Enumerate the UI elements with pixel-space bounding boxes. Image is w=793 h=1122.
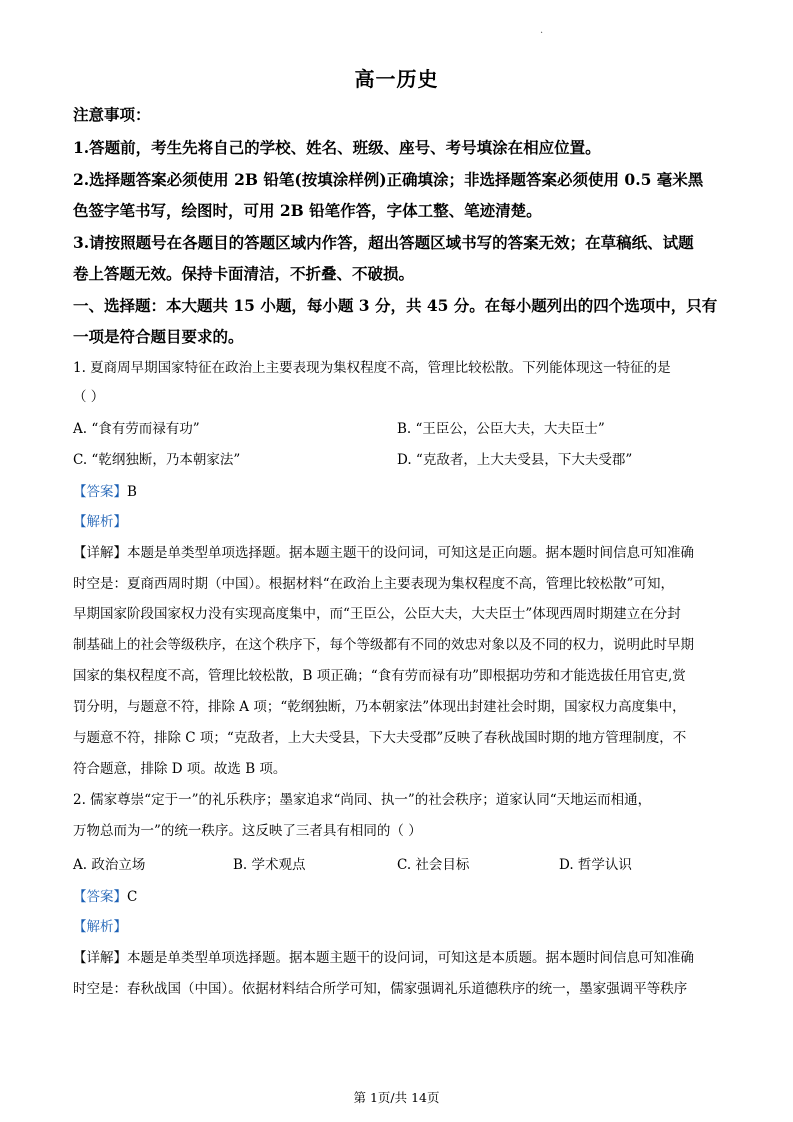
q2-detail-line-2: 时空是：春秋战国（中国）。依据材料结合所学可知，儒家强调礼乐道德秩序的统一，墨家强调平等秩序	[73, 981, 688, 997]
answer-tag: 【答案】	[73, 889, 127, 905]
answer-value: C	[127, 889, 138, 905]
detail-text: 本题是单类型单项选择题。据本题主题干的设问词，可知这是本质题。据本题时间信息可知准确	[127, 950, 694, 966]
page-number-footer: 第 1页/共 14页	[353, 1090, 440, 1105]
section-heading-line-1: 一、选择题：本大题共 15 小题，每小题 3 分，共 45 分。在每小题列出的四个选项中，只有	[73, 296, 718, 315]
notice-item-3-line-2: 卷上答题无效。保持卡面清洁，不折叠、不破损。	[73, 264, 415, 283]
q2-stem-line-1: 2. 儒家尊崇“定于一”的礼乐秩序；墨家追求“尚同、执一”的社会秩序；道家认同“天地运而相通，	[73, 792, 652, 808]
q1-stem-line-2: （ ）	[73, 389, 105, 405]
q1-stem-line-1: 1. 夏商周早期国家特征在政治上主要表现为集权程度不高，管理比较松散。下列能体现这一特征的是	[73, 360, 671, 376]
q1-detail-line-6: 罚分明，与题意不符，排除 A 项；“乾纲独断，乃本朝家法”体现出封建社会时期，国家权力高度集中，	[73, 699, 686, 715]
section-heading-line-2: 一项是符合题目要求的。	[73, 327, 244, 346]
q1-detail-line-1	[73, 543, 694, 563]
page-title: 高一历史	[354, 67, 439, 91]
q1-option-a: A. “食有劳而禄有功”	[73, 421, 200, 437]
detail-text: 本题是单类型单项选择题。据本题主题干的设问词，可知这是正向题。据本题时间信息可知准确	[127, 545, 694, 561]
q2-option-b: B. 学术观点	[233, 857, 306, 873]
notice-item-1: 1.答题前，考生先将自己的学校、姓名、班级、座号、考号填涂在相应位置。	[73, 138, 601, 157]
notice-item-2-line-1: 2.选择题答案必须使用 2B 铅笔(按填涂样例)正确填涂；非选择题答案必须使用 0.5 毫米黑	[73, 170, 704, 189]
q2-option-c: C. 社会目标	[397, 857, 470, 873]
q2-detail-line-1	[73, 948, 694, 968]
q1-option-c: C. “乾纲独断，乃本朝家法”	[73, 452, 241, 468]
analysis-tag: 【解析】	[73, 514, 127, 530]
q2-answer	[73, 887, 137, 907]
q1-option-d: D. “克敌者，上大夫受县，下大夫受郡”	[397, 452, 633, 468]
q2-option-d: D. 哲学认识	[559, 857, 632, 873]
q1-option-b: B. “王臣公，公臣大夫，大夫臣士”	[397, 421, 605, 437]
q1-detail-line-2: 时空是：夏商西周时期（中国）。根据材料“在政治上主要表现为集权程度不高，管理比较松散”可知，	[73, 576, 675, 592]
notice-heading: 注意事项：	[73, 105, 151, 124]
q1-analysis	[73, 512, 127, 532]
q1-detail-line-3: 早期国家阶段国家权力没有实现高度集中，而“王臣公，公臣大夫，大夫臣士”体现西周时期建立在分封	[73, 606, 681, 622]
q1-detail-line-7: 与题意不符，排除 C 项；“克敌者，上大夫受县，下大夫受郡”反映了春秋战国时期的地方管理制度，不	[73, 730, 687, 746]
detail-tag: 【详解】	[73, 950, 127, 966]
answer-tag: 【答案】	[73, 484, 127, 500]
notice-item-2-line-2: 色签字笔书写，绘图时，可用 2B 铅笔作答，字体工整、笔迹清楚。	[73, 201, 542, 220]
q1-detail-line-5: 国家的集权程度不高，管理比较松散，B 项正确；“食有劳而禄有功”即根据功劳和才能选拔任用官吏,赏	[73, 668, 686, 684]
q2-stem-line-2: 万物总而为一”的统一秩序。这反映了三者具有相同的（ ）	[73, 823, 422, 839]
notice-item-3-line-1: 3.请按照题号在各题目的答题区域内作答，超出答题区域书写的答案无效；在草稿纸、试题	[73, 233, 694, 252]
q1-detail-line-4: 制基础上的社会等级秩序，在这个秩序下，每个等级都有不同的效忠对象以及不同的权力，说明此时早期	[73, 637, 694, 653]
q2-analysis	[73, 917, 127, 937]
scan-mark: ·	[540, 28, 544, 39]
q1-detail-line-8: 符合题意，排除 D 项。故选 B 项。	[73, 761, 287, 777]
detail-tag: 【详解】	[73, 545, 127, 561]
analysis-tag: 【解析】	[73, 919, 127, 935]
q2-option-a: A. 政治立场	[73, 857, 146, 873]
q1-answer	[73, 482, 137, 502]
answer-value: B	[127, 484, 137, 500]
